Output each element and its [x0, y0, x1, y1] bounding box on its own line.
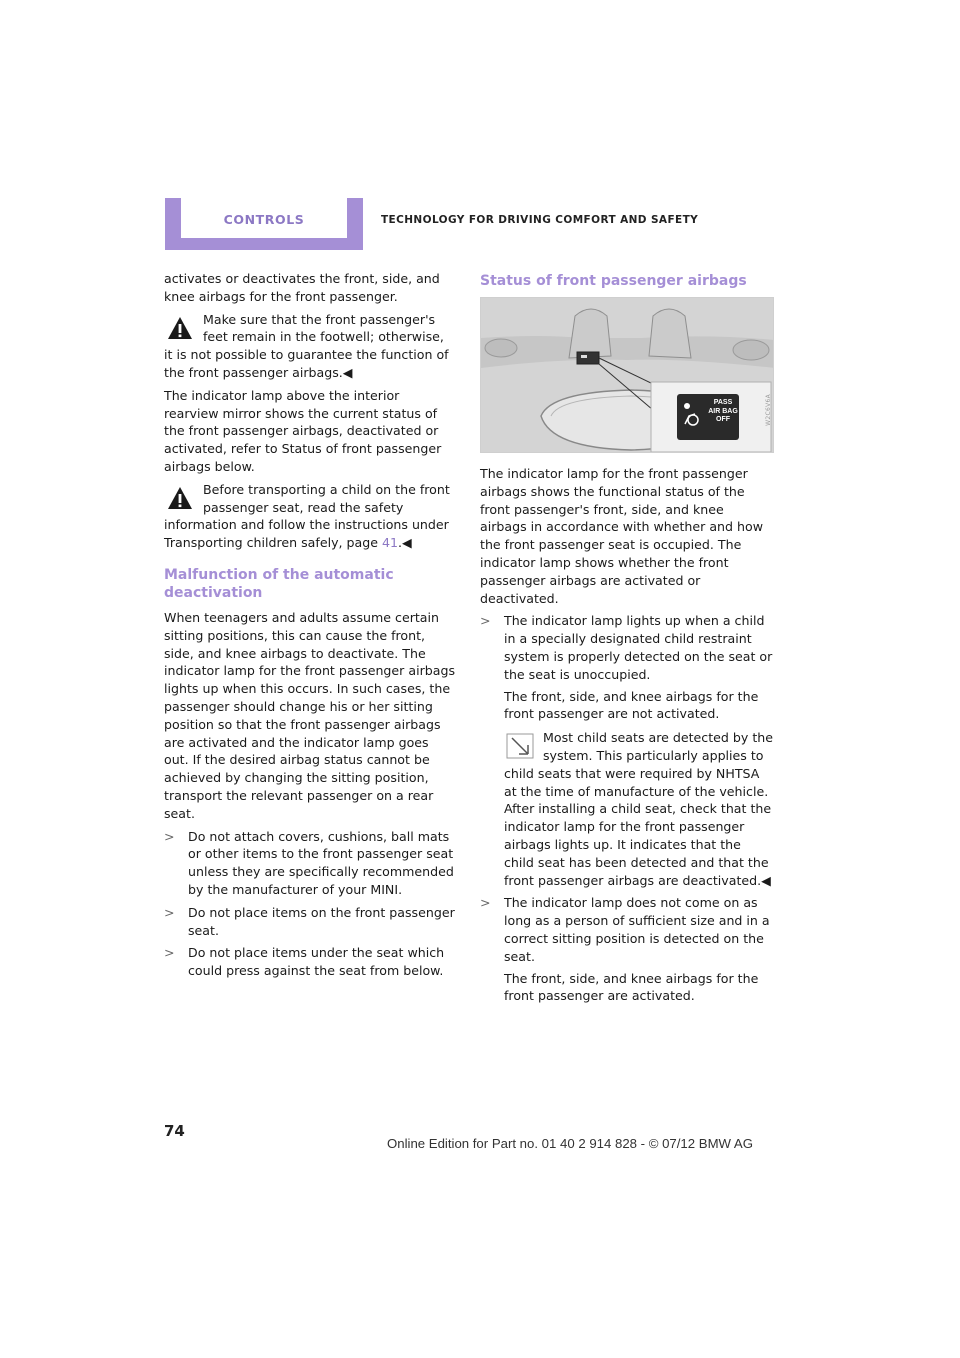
warning-text-child: Before transporting a child on the front passenger seat, read the safety information and follow the instructions under Transporting children safely, page [164, 481, 450, 551]
warning-notice-child: Before transporting a child on the front passenger seat, read the safety information and follow the instructions under Transporting children safely, page 41.◀ [164, 481, 450, 551]
list-item: > Do not attach covers, cushions, ball mats or other items to the front passenger seat unless they are specifically recommended by the manufacturer of your MINI. [164, 828, 454, 897]
status-intro-paragraph: The indicator lamp for the front passenger airbags shows the functional status of the front passenger's front, side, and knee airbags in accordance with whether and how the front passenger seat is occupied. The indicator lamp shows whether the front passenger airbags are activated or deactivated. [480, 466, 764, 606]
list-item: > The indicator lamp does not come on as long as a person of sufficient size and in a correct sitting position is detected on the seat. The front, side, and knee airbags for the front passenger are activated. [480, 895, 770, 1004]
list-item: > The indicator lamp lights up when a child in a specially designated child restraint system is properly detected on the seat or the seat is unoccupied. The front, side, and knee airbags for the front passenger are not activated. Most child seats are detected by the system. This particularly applies to child seats that were required by NHTSA at the time of manufacture of the vehicle. After installing a child seat, check that the indicator lamp for the front passenger airbags lights up. It indicates that the child seat has been detected and that the front passenger airbags are deactivated.◀ [480, 613, 774, 888]
list-item: > Do not place items under the seat which could press against the seat from below. [164, 945, 445, 979]
bullet-marker: > [164, 904, 175, 920]
malfunction-paragraph: When teenagers and adults assume certain sitting positions, this can cause the front, side, and knee airbags to deactivate. The indicator lamp for the front passenger airbags lights up when this occurs. In such cases, the passenger should change his or her sitting position so that the front passenger airbags are activated and the indicator lamp goes out. If the desired airbag status cannot be achieved by changing the sitting position, transport the relevant passenger on a rear seat. [164, 609, 456, 821]
note-icon [505, 732, 535, 760]
airbag-off-lamp-text: PASS AIR BAG OFF [708, 399, 738, 423]
note-text: Most child seats are detected by the system. This particularly applies to child seats that were required by NHTSA at the time of manufacture of the vehicle. After installing a child seat, check that the indicator lamp for the front passenger airbags lights up. It indicates that the child seat has been detected and that the front passenger airbags are deactivated. [504, 730, 774, 888]
page-number: 74 [164, 1122, 185, 1140]
intro-paragraph: activates or deactivates the front, side, and knee airbags for the front passenger. [164, 271, 440, 304]
bullet-marker: > [480, 613, 491, 629]
footer-edition: Online Edition for Part no. 01 40 2 914 828 - © 07/12 BMW AG [387, 1136, 753, 1151]
end-marker: ◀ [402, 535, 412, 551]
end-marker: ◀ [342, 364, 353, 380]
right-column [480, 270, 774, 1010]
warning-text-feet: Make sure that the front passenger's feet remain in the footwell; otherwise, it is not possible to guarantee the function of the front passenger airbags. [164, 311, 449, 380]
list-item: > Do not place items on the front passenger seat. [164, 904, 455, 938]
page-link-41[interactable]: 41 [381, 535, 399, 551]
malfunction-heading: Malfunction of the automatic deactivation [164, 566, 394, 601]
bullet-marker: > [480, 895, 491, 911]
headliner-illustration [481, 298, 774, 453]
bullet-marker: > [164, 945, 175, 961]
bullet-marker: > [164, 828, 175, 844]
warning-triangle-icon [165, 314, 195, 342]
status-list [480, 612, 774, 1005]
section-tab [165, 198, 363, 250]
indicator-lamp-paragraph: The indicator lamp above the interior rearview mirror shows the current status of the front passenger airbags, deactivated or activated, refer to Status of front passenger airbags below. [164, 387, 442, 474]
section-label: CONTROLS [223, 212, 305, 227]
warning-notice-feet [164, 311, 456, 382]
status-heading: Status of front passenger airbags [480, 273, 747, 289]
precautions-list [164, 828, 456, 980]
indicator-lamp-figure [480, 297, 774, 453]
note-child-seats [504, 729, 774, 889]
warning-triangle-icon [165, 484, 195, 512]
section-tab-inner [181, 198, 347, 238]
end-marker: ◀ [761, 872, 771, 888]
left-column [164, 270, 456, 985]
chapter-title: TECHNOLOGY FOR DRIVING COMFORT AND SAFETY [381, 214, 699, 226]
figure-code: W2C6V6A [765, 394, 772, 426]
